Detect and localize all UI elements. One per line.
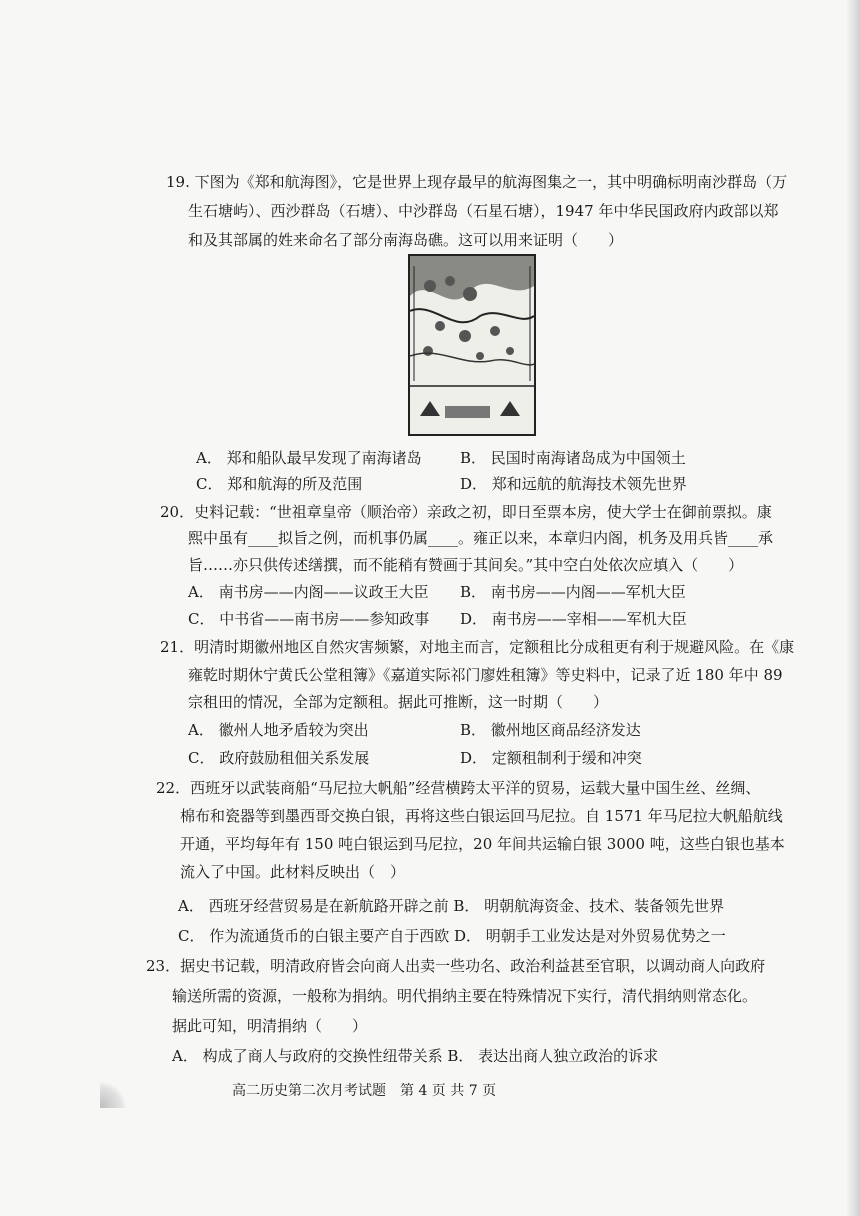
q21-option-b[interactable]: B． 徽州地区商品经济发达 <box>460 721 641 739</box>
q19-line-1: 19. 下图为《郑和航海图》，它是世界上现存最早的航海图集之一，其中明确标明南沙群岛（万 <box>166 173 788 191</box>
q20-line-3: 旨……亦只供传述缮撰，而不能稍有赞画于其间矣。”其中空白处依次应填入（ ） <box>188 556 744 574</box>
scan-corner-shadow <box>100 1082 128 1108</box>
q19-option-b[interactable]: B． 民国时南海诸岛成为中国领土 <box>460 449 686 467</box>
q21-option-a[interactable]: A． 徽州人地矛盾较为突出 <box>188 721 369 739</box>
q20-line-2: 熙中虽有____拟旨之例，而机事仍属____。雍正以来，本章归内阁，机务及用兵皆____承 <box>188 529 774 547</box>
q22-line-2: 棉布和瓷器等到墨西哥交换白银，再将这些白银运回马尼拉。自 1571 年马尼拉大帆船航线 <box>180 807 783 825</box>
q20-option-a[interactable]: A． 南书房——内阁——议政王大臣 <box>188 583 429 601</box>
q19-option-d[interactable]: D． 郑和远航的航海技术领先世界 <box>460 475 687 493</box>
q19-line-2: 生石塘屿）、西沙群岛（石塘）、中沙群岛（石星石塘），1947 年中华民国政府内政部以郑 <box>188 202 779 220</box>
q21-line-2: 雍乾时期休宁黄氏公堂租簿》《嘉道实际祁门廖姓租簿》等史料中，记录了近 180 年中 89 <box>188 666 783 684</box>
q23-options-ab[interactable]: A． 构成了商人与政府的交换性纽带关系 B． 表达出商人独立政治的诉求 <box>172 1047 659 1065</box>
q21-option-c[interactable]: C． 政府鼓励租佃关系发展 <box>188 749 370 767</box>
q20-option-b[interactable]: B． 南书房——内阁——军机大臣 <box>460 583 686 601</box>
q22-line-3: 开通，平均每年有 150 吨白银运到马尼拉，20 年间共运输白银 3000 吨，这些白银也基本 <box>180 835 785 853</box>
q22-options-ab[interactable]: A． 西班牙经营贸易是在新航路开辟之前 B． 明朝航海资金、技术、装备领先世界 <box>178 897 725 915</box>
q19-line-3: 和及其部属的姓来命名了部分南海岛礁。这可以用来证明（ ） <box>188 231 624 249</box>
page-footer: 高二历史第二次月考试题 第 4 页 共 7 页 <box>232 1083 497 1099</box>
map-illustration <box>410 256 534 434</box>
q20-option-d[interactable]: D． 南书房——宰相——军机大臣 <box>460 610 687 628</box>
q20-line-1: 20．史料记载：“世祖章皇帝（顺治帝）亲政之初，即日至票本房，使大学士在御前票拟。康 <box>160 503 772 521</box>
q19-option-c[interactable]: C． 郑和航海的所及范围 <box>196 475 363 493</box>
q22-options-cd[interactable]: C． 作为流通货币的白银主要产自于西欧 D． 明朝手工业发达是对外贸易优势之一 <box>178 927 726 945</box>
q20-option-c[interactable]: C． 中书省——南书房——参知政事 <box>188 610 430 628</box>
q21-line-3: 宗租田的情况，全部为定额租。据此可推断，这一时期（ ） <box>188 693 609 711</box>
zhenghe-navigation-map-image <box>408 254 536 436</box>
q19-option-a[interactable]: A． 郑和船队最早发现了南海诸岛 <box>196 449 422 467</box>
page-edge-shadow <box>846 0 860 1216</box>
q22-line-4: 流入了中国。此材料反映出（ ） <box>180 863 406 881</box>
q21-option-d[interactable]: D． 定额租制利于缓和冲突 <box>460 749 642 767</box>
q21-line-1: 21．明清时期徽州地区自然灾害频繁，对地主而言，定额租比分成租更有利于规避风险。在《康 <box>160 638 795 656</box>
q22-line-1: 22．西班牙以武装商船“马尼拉大帆船”经营横跨太平洋的贸易，运载大量中国生丝、丝绸、 <box>156 779 761 797</box>
q23-line-2: 输送所需的资源，一般称为捐纳。明代捐纳主要在特殊情况下实行，清代捐纳则常态化。 <box>172 987 758 1005</box>
q23-line-3: 据此可知，明清捐纳（ ） <box>172 1017 368 1035</box>
q23-line-1: 23．据史书记载，明清政府皆会向商人出卖一些功名、政治利益甚至官职，以调动商人向政府 <box>146 957 766 975</box>
